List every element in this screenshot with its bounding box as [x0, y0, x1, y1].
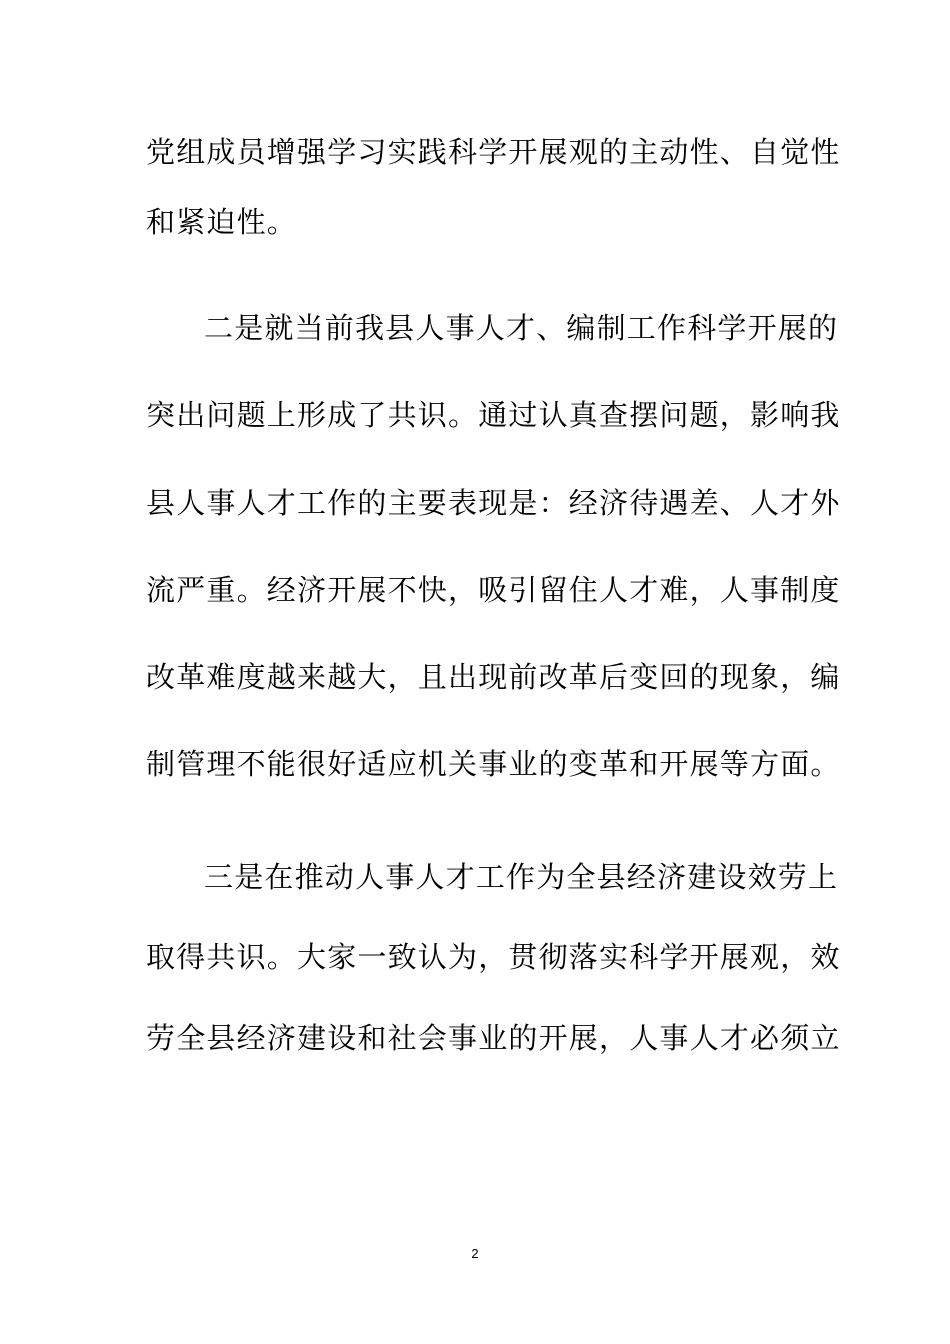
- text-line: 劳全县经济建设和社会事业的开展，人事人才必须立: [146, 1021, 841, 1055]
- text-line: 改革难度越来越大，且出现前改革后变回的现象，编: [146, 660, 841, 694]
- page-number: 2: [471, 1246, 479, 1261]
- text-line: 党组成员增强学习实践科学开展观的主动性、自觉性: [146, 135, 841, 169]
- text-line: 取得共识。大家一致认为，贯彻落实科学开展观，效: [146, 940, 841, 974]
- text-line: 和紧迫性。: [146, 205, 298, 239]
- text-line: 制管理不能很好适应机关事业的变革和开展等方面。: [146, 747, 841, 781]
- text-line: 县人事人才工作的主要表现是：经济待遇差、人才外: [146, 486, 841, 520]
- text-line: 突出问题上形成了共识。通过认真查摆问题，影响我: [146, 398, 841, 432]
- paragraph-start-line: 二是就当前我县人事人才、编制工作科学开展的: [204, 311, 839, 345]
- text-line: 流严重。经济开展不快，吸引留住人才难，人事制度: [146, 573, 841, 607]
- paragraph-start-line: 三是在推动人事人才工作为全县经济建设效劳上: [204, 860, 839, 894]
